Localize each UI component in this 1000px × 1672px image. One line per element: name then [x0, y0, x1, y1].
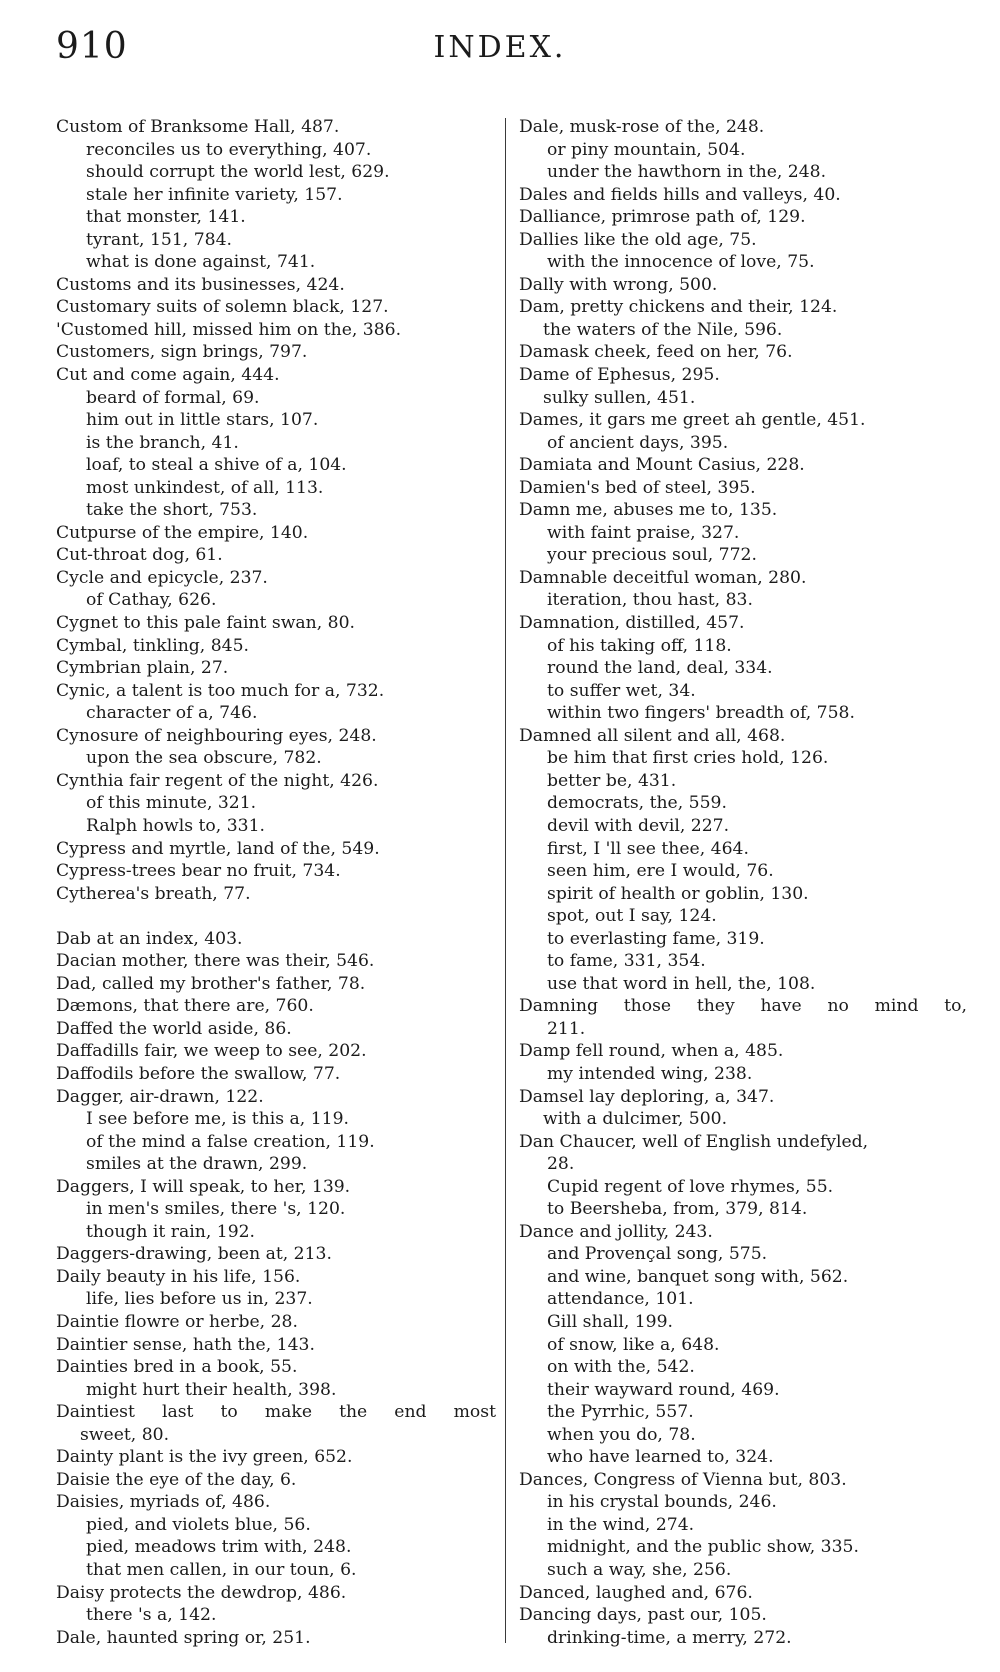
index-subentry: though it rain, 192. — [86, 1221, 256, 1242]
index-entry: Daisy protects the dewdrop, 486. — [56, 1582, 347, 1603]
index-subentry: of Cathay, 626. — [86, 590, 217, 611]
index-subentry: of his taking off, 118. — [547, 635, 732, 656]
index-entry: Damned all silent and all, 468. — [519, 725, 786, 746]
index-subentry: beard of formal, 69. — [86, 387, 260, 408]
index-entry: Dab at an index, 403. — [56, 928, 243, 949]
index-subentry: spot, out I say, 124. — [547, 906, 717, 927]
index-entry: Cutpurse of the empire, 140. — [56, 522, 309, 543]
index-entry: Dance and jollity, 243. — [519, 1221, 713, 1242]
index-entry: Dancing days, past our, 105. — [519, 1605, 767, 1626]
index-subentry: sweet, 80. — [80, 1424, 170, 1445]
index-entry: Daisies, myriads of, 486. — [56, 1492, 271, 1513]
page-number: 910 — [56, 26, 128, 67]
index-subentry: character of a, 746. — [86, 703, 258, 724]
index-entry: Cycle and epicycle, 237. — [56, 567, 268, 588]
index-subentry: should corrupt the world lest, 629. — [86, 162, 390, 183]
index-entry: Damiata and Mount Casius, 228. — [519, 455, 805, 476]
index-subentry: Gill shall, 199. — [547, 1311, 674, 1332]
index-subentry: first, I 'll see thee, 464. — [547, 838, 749, 859]
index-entry: Daffodils before the swallow, 77. — [56, 1063, 341, 1084]
index-subentry: is the branch, 41. — [86, 432, 239, 453]
index-subentry: life, lies before us in, 237. — [86, 1289, 313, 1310]
index-subentry: sulky sullen, 451. — [543, 387, 696, 408]
section-gap — [56, 905, 496, 928]
index-entry: Cymbrian plain, 27. — [56, 658, 229, 679]
index-entry: Daily beauty in his life, 156. — [56, 1266, 301, 1287]
index-subentry: such a way, she, 256. — [547, 1560, 732, 1580]
index-subentry: seen him, ere I would, 76. — [547, 861, 774, 882]
index-subentry: round the land, deal, 334. — [547, 658, 773, 679]
index-entry: Cypress and myrtle, land of the, 549. — [56, 838, 380, 859]
index-subentry: Cupid regent of love rhymes, 55. — [547, 1176, 834, 1197]
index-subentry: my intended wing, 238. — [547, 1063, 753, 1084]
index-entry: Customers, sign brings, 797. — [56, 342, 308, 363]
index-entry: Cynthia fair regent of the night, 426. — [56, 770, 379, 791]
index-subentry: there 's a, 142. — [86, 1605, 217, 1626]
index-entry: Damp fell round, when a, 485. — [519, 1041, 784, 1062]
index-entry: Dainties bred in a book, 55. — [56, 1357, 298, 1378]
index-entry: Dacian mother, there was their, 546. — [56, 951, 375, 972]
index-subentry: in his crystal bounds, 246. — [547, 1492, 777, 1513]
index-subentry: iteration, thou hast, 83. — [547, 590, 753, 611]
index-subentry: midnight, and the public show, 335. — [547, 1537, 859, 1558]
index-subentry: their wayward round, 469. — [547, 1379, 780, 1400]
index-subentry: Ralph howls to, 331. — [86, 815, 265, 836]
index-subentry: under the hawthorn in the, 248. — [547, 162, 827, 183]
index-entry: Cut-throat dog, 61. — [56, 545, 223, 566]
index-entry: Daintiest last to make the end most — [56, 1402, 496, 1423]
index-entry: Custom of Branksome Hall, 487. — [56, 117, 340, 137]
index-entry: Daintie flowre or herbe, 28. — [56, 1311, 298, 1332]
index-subentry: might hurt their health, 398. — [86, 1379, 337, 1400]
index-subentry: the Pyrrhic, 557. — [547, 1402, 694, 1423]
index-entry: Daisie the eye of the day, 6. — [56, 1469, 297, 1490]
index-entry: 'Customed hill, missed him on the, 386. — [56, 319, 402, 340]
index-subentry: and Provençal song, 575. — [547, 1244, 768, 1265]
index-subentry: better be, 431. — [547, 770, 677, 791]
running-head: INDEX. — [433, 30, 567, 65]
index-entry: Daintier sense, hath the, 143. — [56, 1334, 315, 1355]
index-entry: Damnation, distilled, 457. — [519, 613, 745, 634]
index-entry: Dan Chaucer, well of English undefyled, — [519, 1131, 869, 1152]
index-subentry: use that word in hell, the, 108. — [547, 973, 816, 994]
index-entry: Damask cheek, feed on her, 76. — [519, 342, 793, 363]
index-subentry: of snow, like a, 648. — [547, 1334, 720, 1355]
index-entry: Dallies like the old age, 75. — [519, 229, 757, 250]
index-subentry: of ancient days, 395. — [547, 432, 729, 453]
left-column — [56, 116, 496, 1649]
index-subentry: when you do, 78. — [547, 1424, 696, 1445]
index-subentry: devil with devil, 227. — [547, 815, 730, 836]
index-subentry: upon the sea obscure, 782. — [86, 748, 322, 769]
index-subentry: to fame, 331, 354. — [547, 951, 706, 972]
index-entry: Damien's bed of steel, 395. — [519, 477, 756, 498]
index-subentry: that monster, 141. — [86, 207, 246, 228]
index-entry: Dale, haunted spring or, 251. — [56, 1627, 311, 1648]
index-subentry: spirit of health or goblin, 130. — [547, 883, 809, 904]
index-subentry: 211. — [547, 1018, 586, 1039]
index-entry: Daffadills fair, we weep to see, 202. — [56, 1041, 367, 1062]
index-subentry: him out in little stars, 107. — [86, 410, 319, 431]
index-subentry: and wine, banquet song with, 562. — [547, 1266, 849, 1287]
index-entry: Damning those they have no mind to, — [519, 996, 967, 1017]
index-subentry: to everlasting fame, 319. — [547, 928, 765, 949]
index-entry: Daffed the world aside, 86. — [56, 1018, 292, 1039]
index-entry: Dame of Ephesus, 295. — [519, 365, 720, 386]
right-column — [519, 116, 967, 1649]
index-subentry: 28. — [547, 1154, 575, 1175]
index-subentry: what is done against, 741. — [86, 252, 316, 273]
index-subentry: your precious soul, 772. — [547, 545, 757, 566]
index-subentry: smiles at the drawn, 299. — [86, 1154, 308, 1175]
index-subentry: democrats, the, 559. — [547, 793, 727, 814]
index-subentry: attendance, 101. — [547, 1289, 694, 1310]
index-subentry: to Beersheba, from, 379, 814. — [547, 1199, 808, 1220]
index-entry: Cymbal, tinkling, 845. — [56, 635, 249, 656]
index-entry: Damnable deceitful woman, 280. — [519, 567, 807, 588]
index-subentry: take the short, 753. — [86, 500, 258, 521]
index-subentry: of the mind a false creation, 119. — [86, 1131, 375, 1152]
index-entry: Dad, called my brother's father, 78. — [56, 973, 366, 994]
index-subentry: with the innocence of love, 75. — [547, 252, 815, 273]
index-entry: Cynic, a talent is too much for a, 732. — [56, 680, 385, 701]
index-subentry: pied, and violets blue, 56. — [86, 1514, 311, 1535]
index-entry: Cytherea's breath, 77. — [56, 883, 251, 904]
index-subentry: pied, meadows trim with, 248. — [86, 1537, 352, 1558]
index-subentry: be him that first cries hold, 126. — [547, 748, 829, 769]
index-subentry: or piny mountain, 504. — [547, 139, 746, 160]
index-entry: Cypress-trees bear no fruit, 734. — [56, 861, 341, 882]
index-entry: Dally with wrong, 500. — [519, 274, 718, 295]
index-subentry: that men callen, in our toun, 6. — [86, 1560, 357, 1580]
index-entry: Daggers-drawing, been at, 213. — [56, 1244, 332, 1265]
index-subentry: reconciles us to everything, 407. — [86, 139, 372, 160]
index-subentry: with faint praise, 327. — [547, 522, 740, 543]
index-entry: Danced, laughed and, 676. — [519, 1582, 753, 1603]
index-subentry: in the wind, 274. — [547, 1514, 695, 1535]
index-entry: Cut and come again, 444. — [56, 365, 280, 386]
index-entry: Damn me, abuses me to, 135. — [519, 500, 778, 521]
index-subentry: tyrant, 151, 784. — [86, 229, 232, 250]
index-entry: Cygnet to this pale faint swan, 80. — [56, 613, 355, 634]
index-subentry: who have learned to, 324. — [547, 1447, 774, 1468]
index-subentry: of this minute, 321. — [86, 793, 257, 814]
index-subentry: within two fingers' breadth of, 758. — [547, 703, 855, 724]
index-subentry: with a dulcimer, 500. — [543, 1109, 728, 1130]
index-subentry: loaf, to steal a shive of a, 104. — [86, 455, 347, 476]
index-entry: Cynosure of neighbouring eyes, 248. — [56, 725, 377, 746]
index-entry: Daggers, I will speak, to her, 139. — [56, 1176, 351, 1197]
index-entry: Dæmons, that there are, 760. — [56, 996, 314, 1017]
index-subentry: to suffer wet, 34. — [547, 680, 696, 701]
index-entry: Customs and its businesses, 424. — [56, 274, 345, 295]
index-subentry: on with the, 542. — [547, 1357, 695, 1378]
index-subentry: in men's smiles, there 's, 120. — [86, 1199, 346, 1220]
index-entry: Customary suits of solemn black, 127. — [56, 297, 389, 318]
index-entry: Dam, pretty chickens and their, 124. — [519, 297, 838, 318]
index-entry: Dagger, air-drawn, 122. — [56, 1086, 264, 1107]
index-entry: Dales and fields hills and valleys, 40. — [519, 184, 841, 205]
index-entry: Dainty plant is the ivy green, 652. — [56, 1447, 353, 1468]
index-entry: Dalliance, primrose path of, 129. — [519, 207, 806, 228]
index-subentry: I see before me, is this a, 119. — [86, 1109, 349, 1130]
index-subentry: most unkindest, of all, 113. — [86, 477, 324, 498]
index-subentry: stale her infinite variety, 157. — [86, 184, 343, 205]
index-entry: Damsel lay deploring, a, 347. — [519, 1086, 775, 1107]
column-divider — [505, 118, 506, 1643]
index-entry: Dances, Congress of Vienna but, 803. — [519, 1469, 847, 1490]
index-subentry: drinking-time, a merry, 272. — [547, 1627, 792, 1648]
index-subentry: the waters of the Nile, 596. — [543, 319, 783, 340]
index-entry: Dale, musk-rose of the, 248. — [519, 117, 765, 137]
index-entry: Dames, it gars me greet ah gentle, 451. — [519, 410, 866, 431]
